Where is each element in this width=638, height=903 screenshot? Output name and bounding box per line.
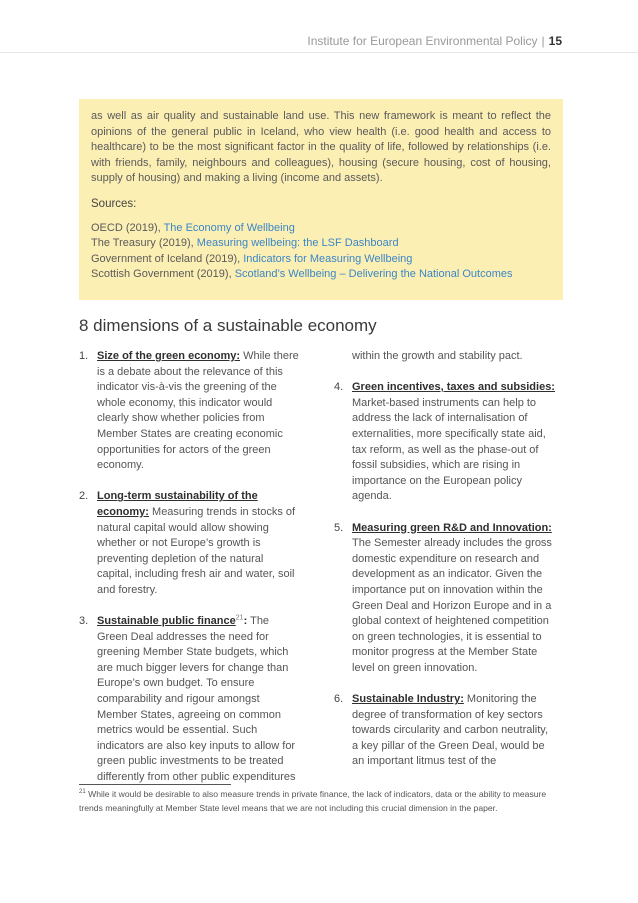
list-item-text: The Green Deal addresses the need for greening Member State budgets, which are much bigger levers for change than Europe’s own budget. To ensure comparability and rigour amongst Member States, agreeing on common metrics would be essential. Such indicators are also key inputs to allow for green public investments to be treated differently from other public expenditures <box>97 615 296 784</box>
source-line <box>91 252 551 268</box>
box-paragraph: as well as air quality and sustainable land use. This new framework is meant to reflect the opinions of the general public in Iceland, who view health (i.e. good health and access to healthcare) to be the most significant factor in the quality of life, followed by relationships (i.e. with friends, family, neighbours and colleagues), housing (secure housing, cost of housing, supply of housing) and making a living (income and assets). <box>91 110 551 185</box>
source-link[interactable]: Measuring wellbeing: the LSF Dashboard <box>196 237 399 250</box>
list-item <box>334 692 556 770</box>
list-item-text: Monitoring the degree of transformation of key sectors towards circularity and carbon neutrality, a key pillar of the Green Deal, would be an important litmus test of the <box>352 693 549 768</box>
list-item-text: Measuring trends in stocks of natural capital would allow showing whether or not Europe’s growth is preventing depletion of the natural capital, including fresh air and water, soil and forestry. <box>97 505 296 596</box>
running-header <box>307 34 562 48</box>
left-column <box>79 349 301 801</box>
list-item-text: While there is a debate about the relevance of this indicator vis-à-vis the greening of the whole economy, this indicator would clearly show whether policies from Member States are creating economic opportunities for actors of the green economy. <box>97 350 299 472</box>
list-item-title: Sustainable Industry: <box>352 693 464 706</box>
footnote-number: 21 <box>79 789 86 796</box>
list-item-text: Market-based instruments can help to address the lack of internalisation of externalities, more specifically state aid, tax reform, as well as the phase-out of fossil subsidies, which are rising in importance on the European policy agenda. <box>352 396 546 503</box>
section-title: 8 dimensions of a sustainable economy <box>79 316 377 335</box>
list-item-number: 5. <box>334 521 344 534</box>
source-line <box>91 221 551 237</box>
list-item-number: 3. <box>79 615 89 628</box>
list-item <box>79 614 301 786</box>
list-item-number: 1. <box>79 350 89 362</box>
footnote-ref[interactable]: 21 <box>235 614 244 622</box>
list-item <box>334 380 556 505</box>
list-item-title: Green incentives, taxes and subsidies: <box>352 381 555 394</box>
list-item <box>79 349 301 474</box>
source-prefix: Scottish Government (2019), <box>91 268 235 281</box>
list-item-number: 2. <box>79 490 89 503</box>
sources-heading: Sources: <box>91 197 137 210</box>
list-item <box>334 521 556 677</box>
list-item-continuation: within the growth and stability pact. <box>352 350 523 362</box>
source-link[interactable]: Scotland’s Wellbeing – Delivering the National Outcomes <box>234 268 513 281</box>
list-item-text: The Semester already includes the gross domestic expenditure on research and development as an indicator. Given the importance put on innovation within the Green Deal and Horizon Europe and in a global context of heightened competition on green technologies, it is essential to monitor progress at the Member State level on green innovation. <box>352 537 552 674</box>
list-item-title: Long-term sustainability of the economy: <box>97 490 258 518</box>
page-number: 15 <box>548 34 562 48</box>
footnote-text: While it would be desirable to also measure trends in private finance, the lack of indicators, data or the ability to measure trends meaningfully at Member State level means that we are not including this crucial dimension in the paper. <box>79 789 547 813</box>
list-item-title: Measuring green R&D and Innovation: <box>352 521 552 534</box>
source-prefix: OECD (2019), <box>91 221 164 234</box>
source-link[interactable]: Indicators for Measuring Wellbeing <box>243 252 413 265</box>
list-item-number: 4. <box>334 381 344 394</box>
info-box <box>79 99 563 300</box>
source-line <box>91 267 551 283</box>
list-item <box>79 489 301 598</box>
source-prefix: Government of Iceland (2019), <box>91 252 244 265</box>
page-header <box>0 0 638 53</box>
right-column <box>334 349 556 786</box>
footnote <box>79 788 561 815</box>
list-item-title-suffix: : <box>243 615 248 628</box>
source-link[interactable]: The Economy of Wellbeing <box>163 221 295 234</box>
list-item-number: 6. <box>334 693 344 706</box>
list-item-title: Size of the green economy: <box>97 350 241 362</box>
institute-name: Institute for European Environmental Policy <box>307 34 538 48</box>
footnote-divider <box>79 784 231 785</box>
list-item-title: Sustainable public finance <box>97 615 236 628</box>
source-prefix: The Treasury (2019), <box>91 237 197 250</box>
source-line <box>91 236 551 252</box>
header-separator: | <box>541 34 545 48</box>
